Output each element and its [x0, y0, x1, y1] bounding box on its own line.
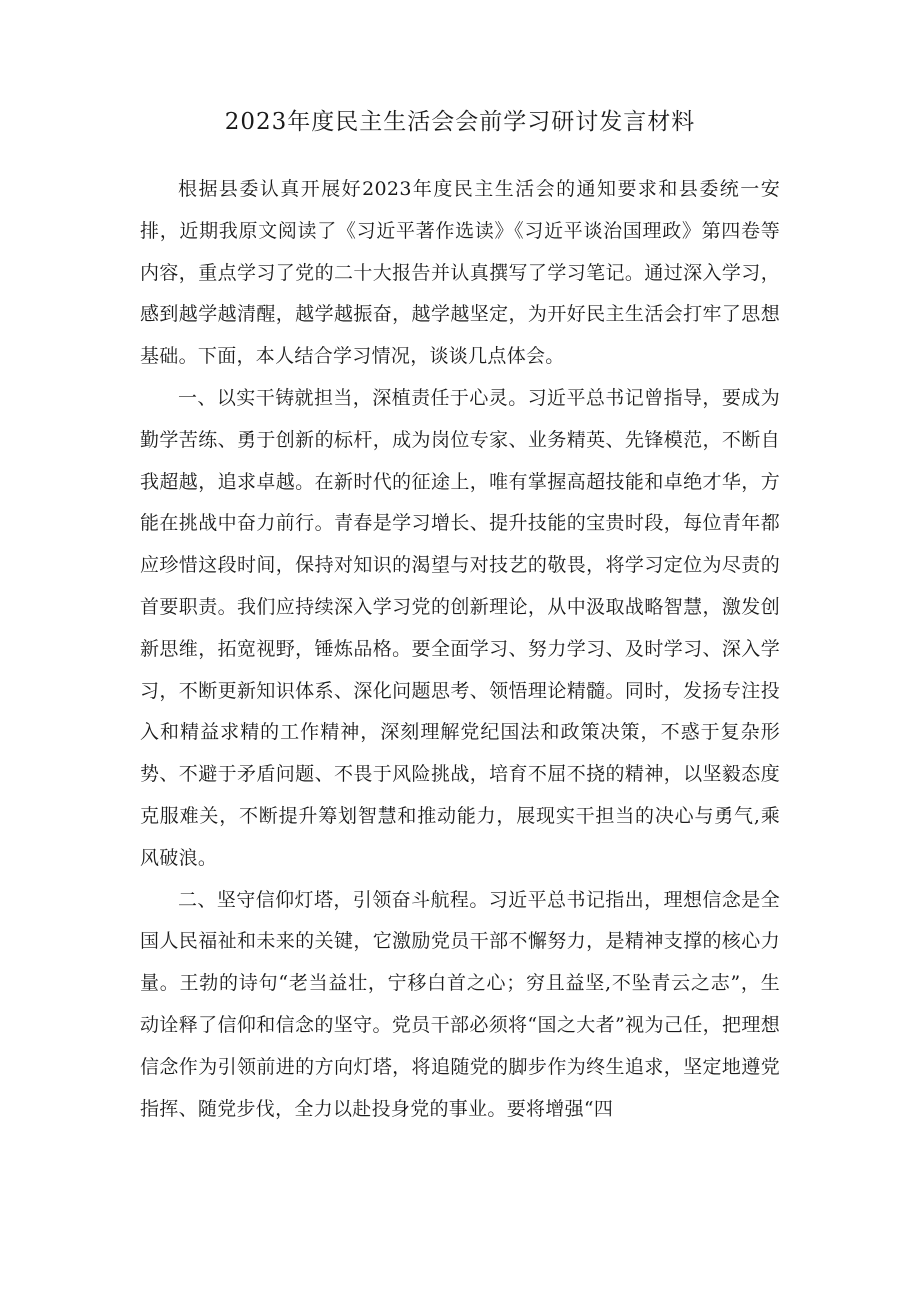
paragraph-section-two: 二、坚守信仰灯塔，引领奋斗航程。习近平总书记指出，理想信念是全国人民福祉和未来的关键，它激励党员干部不懈努力，是精神支撑的核心力量。王勃的诗句“老当益壮，宁移白首之心；穷且益坚,不坠青云之志”，生动诠释了信仰和信念的坚守。党员干部必须将“国之大者”视为己任，把理想信念作为引领前进的方向灯塔，将追随党的脚步作为终生追求，坚定地遵党指挥、随党步伐，全力以赴投身党的事业。要将增强“四	[140, 888, 780, 1120]
document-body	[140, 169, 780, 1130]
document-title: 2023年度民主生活会会前学习研讨发言材料	[224, 109, 696, 135]
paragraph-intro: 根据县委认真开展好2023年度民主生活会的通知要求和县委统一安排，近期我原文阅读了《习近平著作选读》《习近平谈治国理政》第四卷等内容，重点学习了党的二十大报告并认真撰写了学习笔记。通过深入学习，感到越学越清醒，越学越振奋，越学越坚定，为开好民主生活会打牢了思想基础。下面，本人结合学习情况，谈谈几点体会。	[140, 178, 780, 368]
paragraph-section-one: 一、以实干铸就担当，深植责任于心灵。习近平总书记曾指导，要成为勤学苦练、勇于创新的标杆，成为岗位专家、业务精英、先锋模范，不断自我超越，追求卓越。在新时代的征途上，唯有掌握高超技能和卓绝才华，方能在挑战中奋力前行。青春是学习增长、提升技能的宝贵时段，每位青年都应珍惜这段时间，保持对知识的渴望与对技艺的敬畏，将学习定位为尽责的首要职责。我们应持续深入学习党的创新理论，从中汲取战略智慧，激发创新思维，拓宽视野，锤炼品格。要全面学习、努力学习、及时学习、深入学习，不断更新知识体系、深化问题思考、领悟理论精髓。同时，发扬专注投入和精益求精的工作精神，深刻理解党纪国法和政策决策，不惑于复杂形势、不避于矛盾问题、不畏于风险挑战，培育不屈不挠的精神，以坚毅态度克服难关，不断提升筹划智慧和推动能力，展现实干担当的决心与勇气,乘风破浪。	[140, 386, 780, 869]
